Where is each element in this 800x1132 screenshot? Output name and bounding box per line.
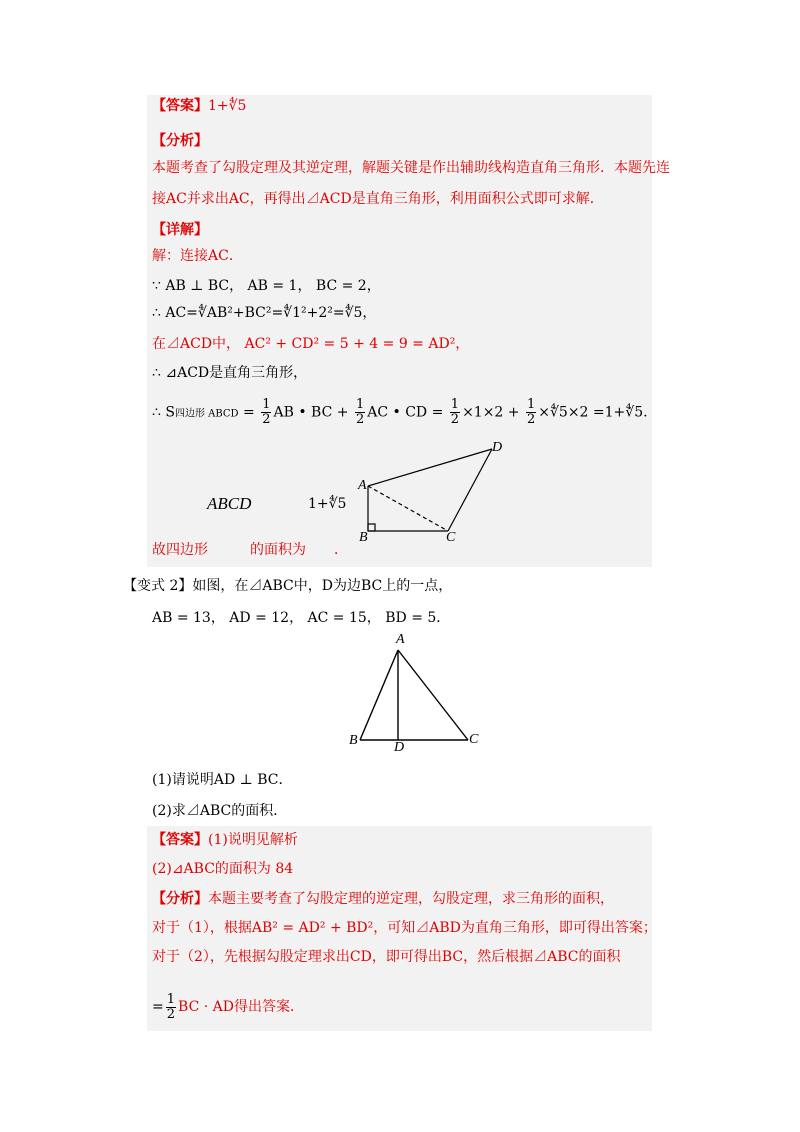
question-2: (2)求⊿ABC的面积． (152, 803, 288, 819)
question-1: (1)请说明AD ⊥ BC． (152, 772, 293, 788)
step-4: 在⊿ACD中， AC² + CD² = 5 + 4 = 9 = AD²， (152, 336, 470, 352)
variant-2-title: 【变式 2】如图，在⊿ABC中，D为边BC上的一点， (123, 578, 453, 594)
variant-2-answer-row: 【答案】(1)说明见解析 (152, 832, 298, 848)
variant-2-analysis-line-4: = $\frac{1}{2}$ BC · AD得出答案． (152, 991, 304, 1022)
detail-tag: 【详解】 (152, 222, 208, 238)
analysis-line-2: 接AC并求出AC，再得出⊿ACD是直角三角形，利用面积公式即可求解． (152, 191, 604, 207)
step-2: ∵ AB ⊥ BC， AB = 1， BC = 2， (152, 278, 381, 294)
blank-area-value: 1+∜5 (308, 496, 347, 512)
blank-quadrilateral-name: ABCD (207, 494, 252, 513)
fraction-half: $\frac{1}{2}$ (526, 397, 536, 427)
step-5: ∴ ⊿ACD是直角三角形， (152, 365, 308, 381)
fig2-label-b: B (349, 733, 358, 748)
variant-2-answer-2: (2)⊿ABC的面积为 84 (152, 861, 294, 877)
fig1-label-b: B (359, 530, 368, 545)
variant-2-analysis-line-2: 对于（1），根据AB² = AD² + BD²，可知⊿ABD为直角三角形，即可得出答案； (152, 920, 657, 936)
side-ac (398, 650, 468, 740)
analysis-tag: 【分析】 (152, 133, 208, 149)
analysis-line-1: 本题考查了勾股定理及其逆定理，解题关键是作出辅助线构造直角三角形．本题先连 (152, 160, 670, 176)
variant-2-analysis-row: 【分析】本题主要考查了勾股定理的逆定理，勾股定理，求三角形的面积， (152, 891, 614, 907)
side-ab (360, 650, 398, 740)
fraction-half: $\frac{1}{2}$ (166, 991, 176, 1022)
step-6: ∴ S四边形 ABCD = $\frac{1}{2}$ AB • BC + $\frac{1}{2}$ AC • CD = $\frac{1}{2}$ ×1×2 + $\frac{1}{2}$ ×∜5×2 =1+∜5. (152, 397, 648, 427)
step-3: ∴ AC=∜AB²+BC²=∜1²+2²=∜5， (152, 305, 377, 321)
fraction-half: $\frac{1}{2}$ (355, 397, 365, 427)
fraction-half: $\frac{1}{2}$ (262, 397, 271, 427)
fig2-label-d: D (394, 740, 405, 755)
fig1-label-d: D (492, 440, 503, 455)
side-cd (448, 449, 492, 531)
conclusion: 故四边形 的面积为 ． (152, 542, 348, 558)
fig1-label-a: A (358, 478, 367, 493)
diagonal-ac (368, 486, 448, 531)
fig1-label-c: C (446, 530, 456, 545)
variant-2-analysis-line-3: 对于（2），先根据勾股定理求出CD，即可得出BC，然后根据⊿ABC的面积 (152, 949, 621, 965)
answer-row: 【答案】1+∜5 (152, 98, 247, 114)
side-da (368, 449, 492, 486)
right-angle-mark (368, 524, 375, 531)
fraction-half: $\frac{1}{2}$ (450, 397, 460, 427)
variant-2-given: AB = 13， AD = 12， AC = 15， BD = 5． (152, 610, 451, 626)
fig2-label-c: C (469, 732, 479, 747)
step-1: 解：连接AC． (152, 248, 243, 264)
fig2-label-a: A (396, 632, 405, 647)
